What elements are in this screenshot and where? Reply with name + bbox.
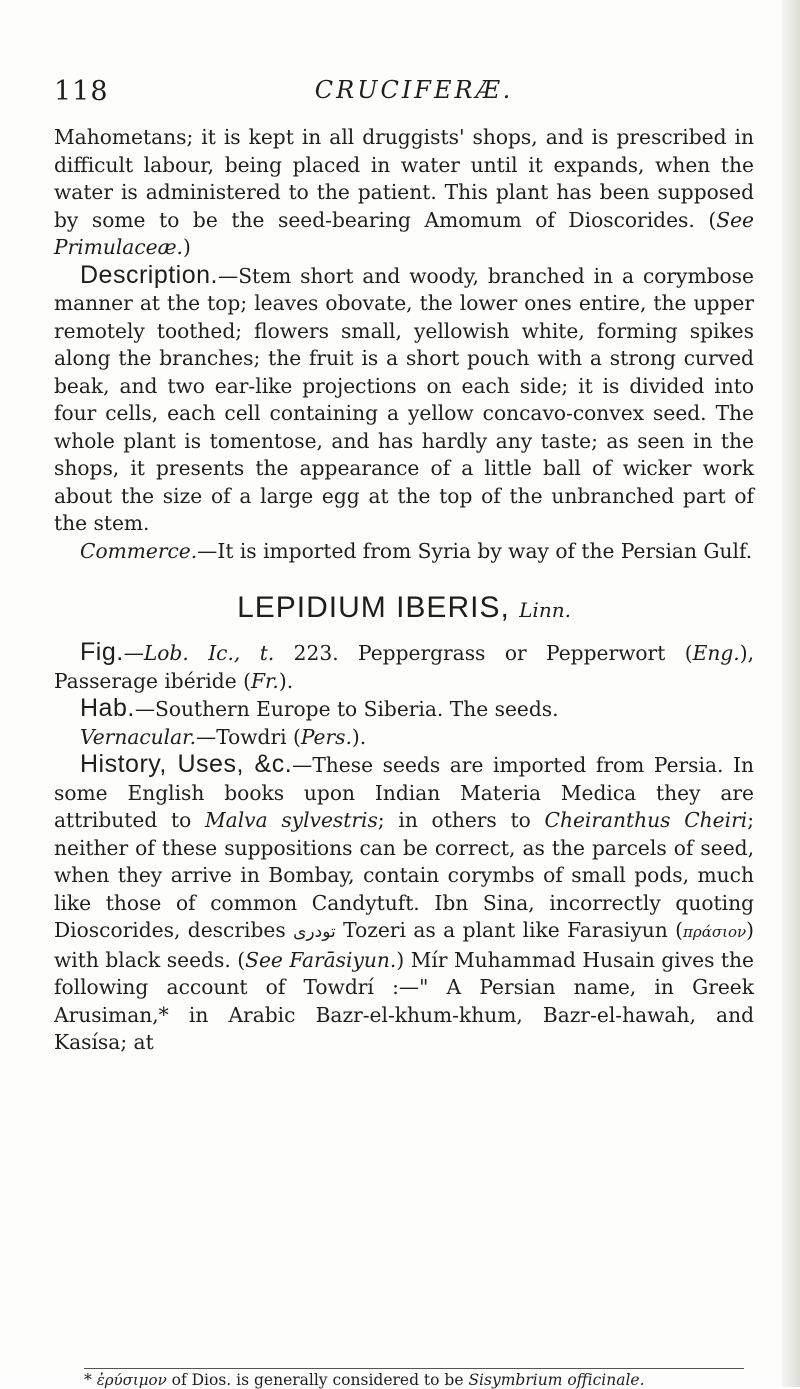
arabic-word: تودری	[293, 922, 336, 942]
footnote-rule	[84, 1368, 744, 1369]
greek-word: πράσιον	[683, 923, 747, 941]
species-heading: LEPIDIUM IBERIS, Linn.	[237, 591, 571, 624]
description-heading: Description.	[80, 260, 218, 289]
paragraph-mahometans: Mahometans; it is kept in all druggists' shops, and is prescribed in difficult labour, being placed in water until it expands, when the water is administered to the patient. This plant has been supposed by some to be the seed-bearing Amomum of Dioscorides. (See Primulaceæ.)	[54, 125, 754, 259]
hab-heading: Hab.	[80, 694, 135, 722]
paragraph-vernacular: Vernacular.—Towdri (Pers.).	[80, 724, 367, 749]
page-header	[54, 76, 754, 116]
paragraph-description: Description.—Stem short and woody, branched in a corymbose manner at the top; leaves obovate, the lower ones entire, the upper remotely toothed; flowers small, yellowish white, forming spikes along the branches; the fruit is a short pouch with a strong curved beak, and two ear-like projections on each side; it is divided into four cells, each cell containing a yellow concavo-convex seed. The whole plant is tomentose, and has hardly any taste; as seen in the shops, it presents the appearance of a little ball of wicker work about the size of a large egg at the top of the unbranched part of the stem.	[54, 260, 754, 535]
fig-heading: Fig.	[80, 638, 124, 666]
paragraph-hab: Hab.—Southern Europe to Siberia. The seeds.	[80, 694, 559, 722]
paragraph-history: History, Uses, &c.—These seeds are imported from Persia. In some English books upon Indian Materia Medica they are attributed to Malva sylvestris; in others to Cheiranthus Cheiri; neither of these suppositions can be correct, as the parcels of seed, when they arrive in Bombay, contain corymbs of small pods, much like those of common Candytuft. Ibn Sina, incorrectly quoting Dioscorides, describes تودری Tozeri as a plant like Farasiyun (πράσιον) with black seeds. (See Farāsiyun.) Mír Muhammad Husain gives the following account of Towdrí :—" A Persian name, in Greek Arusiman,* in Arabic Bazr-el-khum-khum, Bazr-el-hawah, and Kasísa; at	[54, 750, 755, 1054]
see-reference: See Primulaceæ.	[54, 207, 754, 259]
vernacular-heading: Vernacular.	[80, 724, 197, 749]
history-heading: History, Uses, &c.	[80, 750, 293, 778]
commerce-heading: Commerce.	[80, 538, 198, 563]
paragraph-fig: Fig.—Lob. Ic., t. 223. Peppergrass or Pepperwort (Eng.), Passerage ibéride (Fr.).	[54, 638, 754, 693]
species-authority: Linn.	[519, 598, 571, 622]
footnote: * ἐρύσιμον of Dios. is generally considered to be Sisymbrium officinale.	[84, 1371, 645, 1389]
body-text	[54, 124, 754, 1057]
page-edge-shadow	[782, 0, 800, 1387]
paragraph-commerce: Commerce.—It is imported from Syria by way of the Persian Gulf.	[80, 538, 753, 563]
running-head: CRUCIFERÆ.	[314, 76, 514, 104]
page-number: 118	[54, 76, 109, 107]
